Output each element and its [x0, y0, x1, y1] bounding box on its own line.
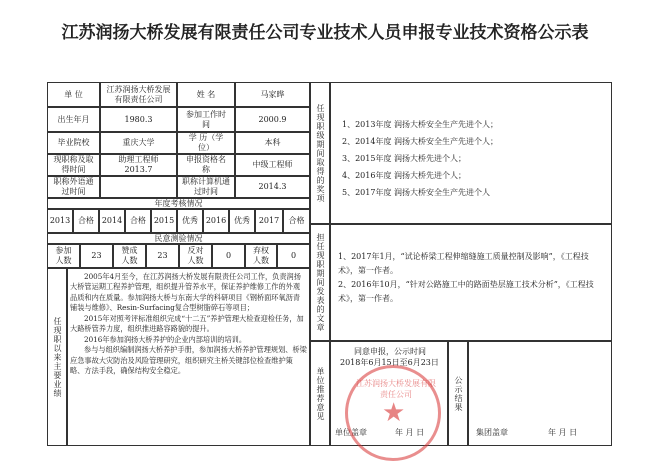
award-item: 1、2013年度 润扬大桥安全生产先进个人； [342, 120, 498, 129]
annual-result: 合格 [73, 209, 99, 233]
unit-label: 单 位 [47, 82, 100, 107]
annual-year: 2016 [203, 209, 229, 233]
achievement-paragraph: 参与与组织编制润扬大桥养护手册，参加润扬大桥养护管理规划、桥梁应急事故大灾防治及风险管理研究，组织研究主桥关键部位检查维护策略、方法手段，确保结构安全稳定。 [70, 345, 307, 375]
paper-item: 1、2017年1月，“试论桥梁工程伸缩缝施工质量控制及影响”，《工程技术》，第一作者。 [338, 252, 589, 275]
annual-year: 2017 [255, 209, 283, 233]
star-icon: ★ [382, 398, 406, 428]
approve-label: 赞成人数 [113, 244, 146, 268]
apply-title-label: 申报资格名称 [177, 154, 235, 176]
unit-value: 江苏润扬大桥发展有限责任公司 [100, 82, 177, 107]
name-value: 马家晔 [235, 82, 310, 107]
work-value: 2000.9 [235, 107, 310, 132]
school-value: 重庆大学 [100, 132, 177, 154]
abstain-value: 0 [277, 244, 310, 268]
annual-year: 2013 [47, 209, 73, 233]
abstain-label: 弃权人数 [245, 244, 277, 268]
award-item: 3、2015年度 润扬大桥先进个人； [342, 154, 466, 163]
achievement-paragraph: 2005年4月至今，在江苏润扬大桥发展有限责任公司工作，负责润扬大桥管运期工程养护管理，组织提升管养水平，保证养护维修工作的外观品质和内在质量。参加润扬大桥与东南大学的科研项目《钢桥面环氧沥青铺装与维修》、Resin-Surfacing复合型树脂碎石等项目； [70, 272, 301, 313]
apply-title-value: 中级工程师 [235, 154, 310, 176]
edu-label: 学 历（学位） [177, 132, 235, 154]
work-label: 参加工作时 间 [177, 107, 235, 132]
awards-list [342, 116, 607, 201]
unit-date-label: 年 月 日 [395, 428, 425, 437]
awards-label: 任现职级期间取得的奖项 [310, 82, 330, 224]
annual-header: 年度考核情况 [47, 198, 310, 209]
papers-label: 担任现职期间发表的文章 [310, 224, 330, 341]
poll-header: 民意测验情况 [47, 233, 310, 244]
group-seal-label: 集团盖章 [476, 428, 508, 437]
participants-value: 23 [80, 244, 113, 268]
paper-item: 2、2016年10月，“针对公路施工中的路面垫层施工技术分析”，《工程技术》，第一作者。 [338, 280, 594, 303]
award-item: 2、2014年度 润扬大桥安全生产先进个人； [342, 137, 498, 146]
computer-value: 2014.3 [235, 176, 310, 198]
current-title-value: 助理工程师 2013.7 [100, 154, 177, 176]
seal-text: 江苏润扬大桥发展有限责任公司 [356, 379, 436, 399]
computer-label: 职称计算机通过时间 [177, 176, 235, 198]
foreign-language-value [100, 176, 177, 198]
company-seal [345, 365, 441, 461]
achievement-paragraph: 2016年参加润扬大桥养护的企业内部培训的培训。 [84, 334, 247, 344]
annual-result: 合格 [283, 209, 310, 233]
award-item: 5、2017年度 润扬大桥安全生产先进个人 [342, 188, 490, 197]
achievements-text [70, 272, 307, 376]
unit-opinion-text: 同意申报，公示时间2018年6月15日至6月23日 [340, 347, 439, 367]
birth-label: 出生年月 [47, 107, 100, 132]
annual-result: 优秀 [177, 209, 203, 233]
oppose-value: 0 [212, 244, 245, 268]
unit-seal-label: 单位盖章 [335, 428, 367, 437]
papers-list [338, 250, 606, 306]
unit-opinion-label: 单位推荐意见 [310, 341, 330, 446]
edu-value: 本科 [235, 132, 310, 154]
achievement-paragraph: 2015年对照考评标准组织完成“十二五”养护管理大检查迎检任务，加大路桥管养力度，组织推进路容路貌的提升。 [70, 313, 304, 334]
oppose-label: 反对人数 [179, 244, 212, 268]
page-title: 江苏润扬大桥发展有限责任公司专业技术人员申报专业技术资格公示表 [61, 23, 589, 43]
public-result-label: 公示结果 [448, 341, 468, 446]
group-date-label: 年 月 日 [548, 428, 578, 437]
award-item: 4、2016年度 润扬大桥先进个人； [342, 171, 466, 180]
school-label: 毕业院校 [47, 132, 100, 154]
annual-result: 优秀 [229, 209, 255, 233]
annual-result: 合格 [125, 209, 151, 233]
achievements-label: 任现职以来主要业绩 [47, 268, 67, 446]
annual-year: 2014 [99, 209, 125, 233]
participants-label: 参加人数 [47, 244, 80, 268]
birth-value: 1980.3 [100, 107, 177, 132]
annual-year: 2015 [151, 209, 177, 233]
approve-value: 23 [146, 244, 179, 268]
name-label: 姓 名 [177, 82, 235, 107]
current-title-label: 现职称及取得时间 [47, 154, 100, 176]
foreign-language-label: 职称外语通过时间 [47, 176, 100, 198]
